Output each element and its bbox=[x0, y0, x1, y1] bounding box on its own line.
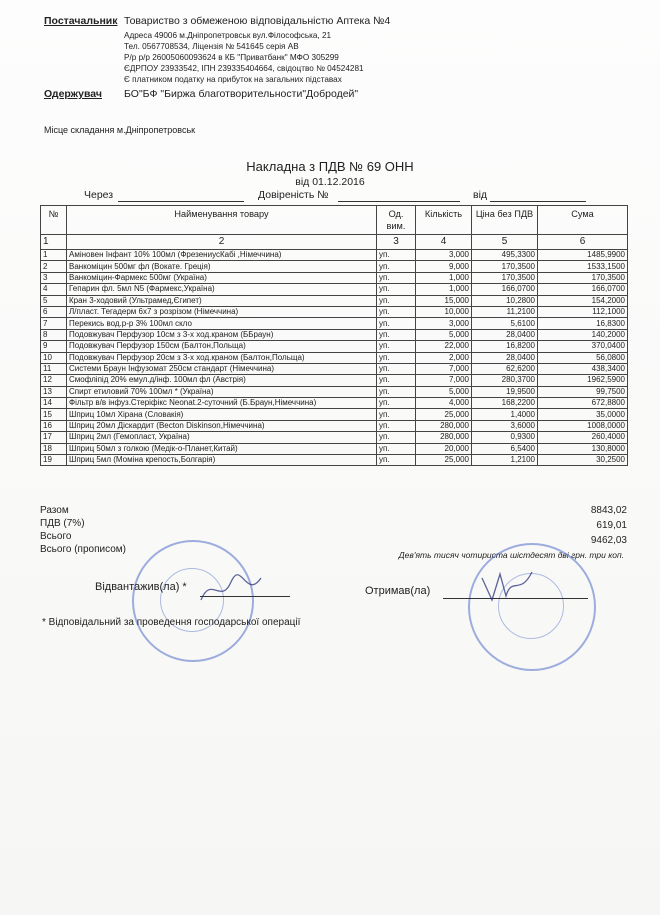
table-row bbox=[41, 386, 628, 397]
table-row bbox=[41, 443, 628, 454]
row-number: 15 bbox=[41, 409, 67, 420]
row-price: 280,3700 bbox=[472, 375, 538, 386]
from-line bbox=[490, 201, 586, 202]
row-price: 1,2100 bbox=[472, 455, 538, 466]
row-quantity: 1,000 bbox=[416, 272, 472, 283]
supplier-tax: Є платником податку на прибуток на загальних підставах bbox=[124, 75, 342, 84]
table-row bbox=[41, 375, 628, 386]
row-quantity: 1,000 bbox=[416, 284, 472, 295]
row-sum: 16,8300 bbox=[538, 318, 628, 329]
via-line bbox=[118, 201, 244, 202]
row-price: 10,2800 bbox=[472, 295, 538, 306]
row-product-name: Л/пласт. Тегадерм 6х7 з розрізом (Німеччина) bbox=[67, 306, 377, 317]
row-product-name: Подовжувач Перфузор 20см з 3-х ход.краном (Балтон,Польща) bbox=[67, 352, 377, 363]
row-quantity: 15,000 bbox=[416, 295, 472, 306]
row-sum: 166,0700 bbox=[538, 284, 628, 295]
table-row bbox=[41, 318, 628, 329]
invoice-date: від 01.12.2016 bbox=[295, 176, 365, 188]
amount-in-words: Дев'ять тисяч чотириста шістдесят дві грн. три коп. bbox=[398, 550, 624, 560]
footnote: * Відповідальний за проведення господарської операції bbox=[42, 617, 301, 628]
row-quantity: 3,000 bbox=[416, 318, 472, 329]
row-sum: 672,8800 bbox=[538, 398, 628, 409]
row-number: 16 bbox=[41, 420, 67, 431]
table-row bbox=[41, 284, 628, 295]
header-qty: Кількість bbox=[416, 206, 472, 235]
row-sum: 370,0400 bbox=[538, 341, 628, 352]
table-row bbox=[41, 341, 628, 352]
row-quantity: 10,000 bbox=[416, 306, 472, 317]
row-number: 9 bbox=[41, 341, 67, 352]
recipient-name: БО"БФ "Биржа благотворительности"Добродей" bbox=[124, 88, 359, 100]
row-price: 170,3500 bbox=[472, 261, 538, 272]
row-product-name: Шприц 20мл Діскардит (Becton Diskinson,Німеччина) bbox=[67, 420, 377, 431]
row-price: 6,5400 bbox=[472, 443, 538, 454]
row-product-name: Смофліпід 20% емул.д/інф. 100мл фл (Австрія) bbox=[67, 375, 377, 386]
supplier-ids: ЄДРПОУ 23933542, ІПН 239335404664, свідоцтво № 04524281 bbox=[124, 64, 364, 73]
row-sum: 260,4000 bbox=[538, 432, 628, 443]
row-price: 16,8200 bbox=[472, 341, 538, 352]
row-price: 62,6200 bbox=[472, 363, 538, 374]
items-table bbox=[40, 205, 628, 466]
table-row bbox=[41, 306, 628, 317]
row-sum: 56,0800 bbox=[538, 352, 628, 363]
row-quantity: 7,000 bbox=[416, 363, 472, 374]
row-quantity: 9,000 bbox=[416, 261, 472, 272]
col-number: 2 bbox=[67, 235, 377, 250]
row-price: 495,3300 bbox=[472, 250, 538, 261]
table-row bbox=[41, 432, 628, 443]
table-row bbox=[41, 250, 628, 261]
row-unit: уп. bbox=[377, 295, 416, 306]
row-price: 28,0400 bbox=[472, 352, 538, 363]
row-number: 14 bbox=[41, 398, 67, 409]
row-price: 28,0400 bbox=[472, 329, 538, 340]
table-row bbox=[41, 272, 628, 283]
row-sum: 1533,1500 bbox=[538, 261, 628, 272]
row-price: 0,9300 bbox=[472, 432, 538, 443]
col-number: 4 bbox=[416, 235, 472, 250]
row-quantity: 25,000 bbox=[416, 455, 472, 466]
row-sum: 1485,9900 bbox=[538, 250, 628, 261]
recipient-label: Одержувач bbox=[44, 88, 102, 100]
row-product-name: Подовжувач Перфузор 10см з 3-х ход.краном (ББраун) bbox=[67, 329, 377, 340]
row-unit: уп. bbox=[377, 432, 416, 443]
row-number: 7 bbox=[41, 318, 67, 329]
row-sum: 112,1000 bbox=[538, 306, 628, 317]
row-unit: уп. bbox=[377, 409, 416, 420]
row-unit: уп. bbox=[377, 386, 416, 397]
row-unit: уп. bbox=[377, 306, 416, 317]
table-row bbox=[41, 261, 628, 272]
row-unit: уп. bbox=[377, 261, 416, 272]
row-number: 8 bbox=[41, 329, 67, 340]
row-number: 19 bbox=[41, 455, 67, 466]
supplier-label: Постачальник bbox=[44, 15, 118, 27]
table-row bbox=[41, 455, 628, 466]
row-price: 19,9500 bbox=[472, 386, 538, 397]
row-sum: 140,2000 bbox=[538, 329, 628, 340]
supplier-address: Адреса 49006 м.Дніпропетровськ вул.Філософська, 21 bbox=[124, 31, 332, 40]
row-product-name: Системи Браун Інфузомат 250см стандарт (Німеччина) bbox=[67, 363, 377, 374]
row-unit: уп. bbox=[377, 272, 416, 283]
shipped-by-label: Відвантажив(ла) * bbox=[95, 581, 187, 593]
row-quantity: 3,000 bbox=[416, 250, 472, 261]
row-number: 12 bbox=[41, 375, 67, 386]
col-number: 6 bbox=[538, 235, 628, 250]
row-number: 6 bbox=[41, 306, 67, 317]
via-label: Через bbox=[84, 189, 114, 201]
table-row bbox=[41, 295, 628, 306]
table-row bbox=[41, 329, 628, 340]
row-quantity: 5,000 bbox=[416, 386, 472, 397]
row-sum: 35,0000 bbox=[538, 409, 628, 420]
header-name: Найменування товару bbox=[67, 206, 377, 235]
place-of-issue: Місце складання м.Дніпропетровськ bbox=[44, 125, 196, 135]
column-number-row bbox=[41, 235, 628, 250]
row-product-name: Шприц 50мл з голкою (Медік-о-Планет,Китай) bbox=[67, 443, 377, 454]
table-row bbox=[41, 363, 628, 374]
row-sum: 154,2000 bbox=[538, 295, 628, 306]
supplier-bank: Р/р р/р 26005060093624 в КБ "Приватбанк" МФО 305299 bbox=[124, 53, 339, 62]
table-row bbox=[41, 352, 628, 363]
row-unit: уп. bbox=[377, 455, 416, 466]
row-product-name: Аміновен Інфант 10% 100мл (ФрезениусКабі ,Німеччина) bbox=[67, 250, 377, 261]
header-sum: Сума bbox=[538, 206, 628, 235]
table-row bbox=[41, 398, 628, 409]
row-sum: 170,3500 bbox=[538, 272, 628, 283]
total-value: 9462,03 bbox=[590, 535, 627, 546]
row-sum: 130,8000 bbox=[538, 443, 628, 454]
row-unit: уп. bbox=[377, 341, 416, 352]
row-quantity: 280,000 bbox=[416, 420, 472, 431]
row-price: 1,4000 bbox=[472, 409, 538, 420]
row-number: 13 bbox=[41, 386, 67, 397]
row-product-name: Кран 3-ходовий (Ультрамед,Єгипет) bbox=[67, 295, 377, 306]
row-product-name: Шприц 10мл Хірана (Словакія) bbox=[67, 409, 377, 420]
row-product-name: Гепарин фл. 5мл N5 (Фармекс,Україна) bbox=[67, 284, 377, 295]
table-row bbox=[41, 409, 628, 420]
row-quantity: 5,000 bbox=[416, 329, 472, 340]
supplier-phone-license: Тел. 0567708534, Ліцензія № 541645 серія АВ bbox=[124, 42, 299, 51]
amount-in-words-label: Всього (прописом) bbox=[40, 544, 126, 555]
row-sum: 99,7500 bbox=[538, 386, 628, 397]
power-of-attorney-line bbox=[338, 201, 460, 202]
row-number: 1 bbox=[41, 250, 67, 261]
row-unit: уп. bbox=[377, 329, 416, 340]
row-unit: уп. bbox=[377, 250, 416, 261]
row-unit: уп. bbox=[377, 420, 416, 431]
row-number: 4 bbox=[41, 284, 67, 295]
row-number: 17 bbox=[41, 432, 67, 443]
row-quantity: 20,000 bbox=[416, 443, 472, 454]
received-by-label: Отримав(ла) bbox=[365, 585, 431, 597]
row-quantity: 7,000 bbox=[416, 375, 472, 386]
col-number: 5 bbox=[472, 235, 538, 250]
row-product-name: Ванкоміцин-Фармекс 500мг (Україна) bbox=[67, 272, 377, 283]
row-quantity: 22,000 bbox=[416, 341, 472, 352]
row-price: 3,6000 bbox=[472, 420, 538, 431]
row-price: 170,3500 bbox=[472, 272, 538, 283]
row-number: 11 bbox=[41, 363, 67, 374]
row-price: 5,6100 bbox=[472, 318, 538, 329]
row-number: 18 bbox=[41, 443, 67, 454]
vat-value: 619,01 bbox=[596, 520, 627, 531]
vat-label: ПДВ (7%) bbox=[40, 518, 85, 529]
row-quantity: 4,000 bbox=[416, 398, 472, 409]
row-unit: уп. bbox=[377, 398, 416, 409]
power-of-attorney-label: Довіреність № bbox=[258, 189, 329, 201]
invoice-title: Накладна з ПДВ № 69 ОНН bbox=[246, 159, 414, 174]
total-label: Всього bbox=[40, 531, 72, 542]
received-signature-icon bbox=[478, 566, 538, 606]
row-product-name: Шприц 5мл (Моміна крепость,Болгарія) bbox=[67, 455, 377, 466]
header-price: Ціна без ПДВ bbox=[472, 206, 538, 235]
row-price: 168,2200 bbox=[472, 398, 538, 409]
subtotal-label: Разом bbox=[40, 505, 69, 516]
col-number: 1 bbox=[41, 235, 67, 250]
col-number: 3 bbox=[377, 235, 416, 250]
table-row bbox=[41, 420, 628, 431]
row-unit: уп. bbox=[377, 443, 416, 454]
row-sum: 1008,0000 bbox=[538, 420, 628, 431]
header-unit: Од. вим. bbox=[377, 206, 416, 235]
from-label: від bbox=[473, 189, 488, 201]
subtotal-value: 8843,02 bbox=[590, 505, 627, 516]
row-quantity: 280,000 bbox=[416, 432, 472, 443]
supplier-name: Товариство з обмеженою відповідальністю Аптека №4 bbox=[124, 15, 391, 27]
header-num: № bbox=[41, 206, 67, 235]
row-unit: уп. bbox=[377, 375, 416, 386]
row-number: 10 bbox=[41, 352, 67, 363]
row-price: 166,0700 bbox=[472, 284, 538, 295]
row-unit: уп. bbox=[377, 363, 416, 374]
row-product-name: Шприц 2мл (Гемопласт, Україна) bbox=[67, 432, 377, 443]
row-number: 3 bbox=[41, 272, 67, 283]
row-number: 2 bbox=[41, 261, 67, 272]
row-product-name: Ванкоміцин 500мг фл (Вокате. Греція) bbox=[67, 261, 377, 272]
row-sum: 438,3400 bbox=[538, 363, 628, 374]
row-number: 5 bbox=[41, 295, 67, 306]
row-quantity: 2,000 bbox=[416, 352, 472, 363]
row-product-name: Перекись вод.р-р 3% 100мл скло bbox=[67, 318, 377, 329]
row-quantity: 25,000 bbox=[416, 409, 472, 420]
row-product-name: Подовжувач Перфузор 150см (Балтон,Польща) bbox=[67, 341, 377, 352]
row-sum: 1962,5900 bbox=[538, 375, 628, 386]
row-unit: уп. bbox=[377, 284, 416, 295]
table-header-row bbox=[41, 206, 628, 235]
row-sum: 30,2500 bbox=[538, 455, 628, 466]
row-product-name: Фільтр в/в інфуз.Стеріфікс Neonat.2-суточний (Б.Браун,Німеччина) bbox=[67, 398, 377, 409]
shipped-signature-icon bbox=[196, 570, 266, 610]
row-unit: уп. bbox=[377, 318, 416, 329]
row-unit: уп. bbox=[377, 352, 416, 363]
row-product-name: Спирт етиловий 70% 100мл * (Україна) bbox=[67, 386, 377, 397]
row-price: 11,2100 bbox=[472, 306, 538, 317]
